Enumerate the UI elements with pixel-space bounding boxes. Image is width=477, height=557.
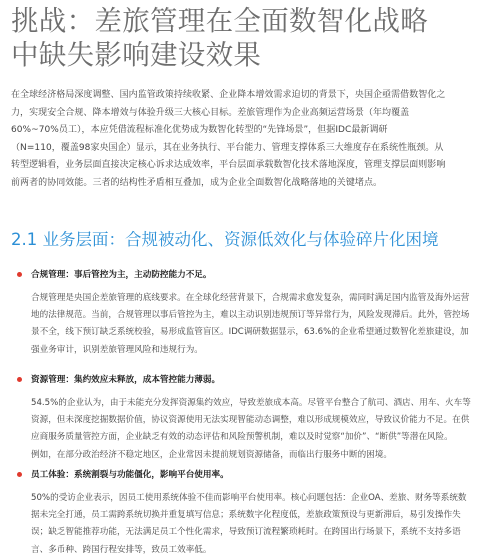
bullet-experience: [11, 468, 471, 557]
bullet-body: [11, 290, 471, 359]
intro-line: 力，实现安全合规、降本增效与体验升级三大核心目标。差旅管理作为企业高频运营场景（年均覆盖: [11, 107, 410, 118]
intro-line: 前两者的协同效能。三者的结构性矛盾相互叠加，成为企业全面数智化战略落地的关键堵点。: [11, 177, 383, 188]
bullet-heading-text: 资源管理：集约效应未释放，成本管控能力薄弱。: [31, 375, 221, 385]
bullet-heading: [11, 373, 471, 387]
bullet-heading: [11, 268, 471, 282]
body-line: 应商服务质量管控方面，企业缺乏有效的动态评估和风险预警机制，难以及时觉察“加价”、“断供”等潜在风险。: [31, 432, 453, 443]
bullet-heading: [11, 468, 471, 482]
page-title: [11, 4, 471, 72]
body-line: 误；缺乏智能推荐功能，无法满足员工个性化需求，导致预订流程繁琐耗时。在跨国出行场景下，系统不支持多语: [31, 527, 461, 538]
bullet-dot-icon: [17, 472, 22, 477]
bullet-resource: [11, 373, 471, 464]
body-line: 50%的受访企业表示，因员工使用系统体验不佳而影响平台使用率。核心问题包括：企业OA、差旅、财务等系统数: [31, 493, 467, 503]
section-heading: 2.1 业务层面：合规被动化、资源低效化与体验碎片化困境: [11, 230, 439, 249]
bullet-dot-icon: [17, 377, 22, 382]
intro-line: （N=110，覆盖98家央国企）显示，其在业务执行、平台能力、管理支撑体系三大维度存在系统性瓶颈。从: [11, 142, 444, 153]
body-line: 景不全，线下预订缺乏系统校验，易形成监管盲区。IDC调研数据显示，63.6%的企业希望通过数智化差旅建设，加: [31, 327, 469, 338]
body-line: 合规管理是央国企差旅管理的底线要求。在全球化经营背景下，合规需求愈发复杂，需同时满足国内监管及海外运营: [31, 293, 470, 303]
page-title-line: 挑战：差旅管理在全面数智化战略: [11, 5, 428, 37]
bullet-heading-text: 员工体验：系统割裂与功能僵化，影响平台使用率。: [31, 470, 229, 480]
bullet-compliance: [11, 268, 471, 359]
body-line: 强业务审计，识别差旅管理风险和违规行为。: [31, 344, 203, 355]
body-line: 资源，但未深度挖掘数据价值，协议资源使用无法实现智能动态调整，难以形成规模效应，导致议价能力不足。在供: [31, 415, 470, 426]
body-line: 据未完全打通，员工需跨系统切换并重复填写信息；系统数字化程度低，差旅政策预设与更新滞后，易引发操作失: [31, 510, 461, 521]
bullet-body: [11, 490, 471, 557]
bullet-dot-icon: [17, 272, 22, 277]
intro-line: 在全球经济格局深度调整、国内监管政策持续收紧、企业降本增效需求迫切的背景下，央国企亟需借数智化之: [11, 90, 446, 100]
intro-line: 转型逻辑看，业务层面直接决定核心诉求达成效率，平台层面承载数智化技术落地深度，管理支撑层面则影响: [11, 160, 446, 171]
intro-line: 60%~70%员工），本应凭借流程标准化优势成为数智化转型的“先锋场景”，但据IDC最新调研: [11, 125, 388, 136]
body-line: 54.5%的企业认为，由于未能充分发挥资源集约效应，导致差旅成本高。尽管平台整合了航司、酒店、用车、火车等: [31, 398, 471, 408]
bullet-body: [11, 395, 471, 464]
body-line: 例如，在部分政治经济不稳定地区，企业常因未提前规划资源储备，而临出行服务中断的困境。: [31, 449, 392, 460]
bullet-heading-text: 合规管理：事后管控为主，主动防控能力不足。: [31, 270, 212, 280]
body-line: 言、多币种、跨国行程安排等，致员工效率低。: [31, 544, 212, 555]
body-line: 地的法律规范。当前，合规管理以事后管控为主，难以主动识别违规预订等异常行为，风险发现滞后。此外，管控场: [31, 310, 470, 321]
page-title-line: 中缺失影响建设效果: [11, 39, 262, 71]
intro-paragraph: [11, 87, 471, 193]
